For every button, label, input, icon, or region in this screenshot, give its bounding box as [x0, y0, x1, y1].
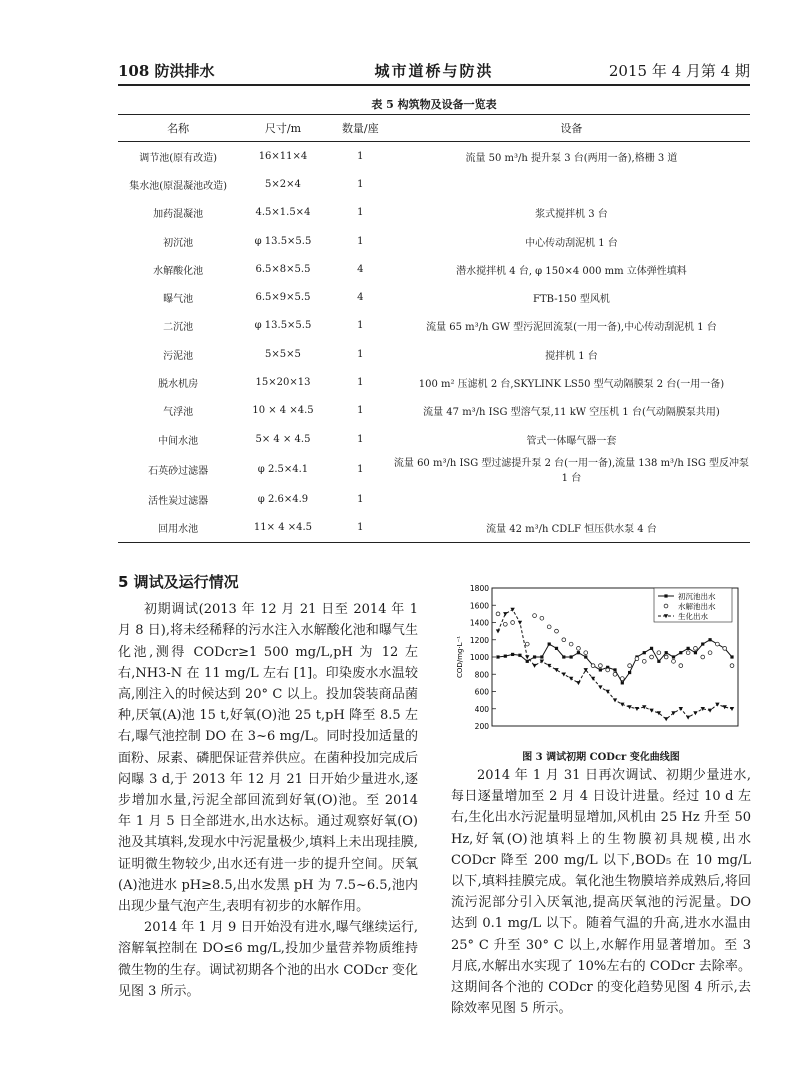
paragraph-1: 初期调试(2013 年 12 月 21 日至 2014 年 1 月 8 日),将未经稀释的污水注入水解酸化池和曝气生化池,测得 CODcr≥1 500 mg/L,pH 为 12 左右,NH3-N 在 11 mg/L 左右 [1]。印染废水水温较高,刚注入的时候达到 20° C 以上。投加袋装商品菌种,厌氧(A)池 15 t,好氧(O)池 25 t,pH 降至 8.5 左右,曝气池控制 DO 在 3~6 mg/L。同时投加适量的面粉、尿素、磷肥保证营养供应。在菌种投加完成后闷曝 3 d,于 2013 年 12 月 21 日开始少量进水,逐步增加水量,污泥全部回流到好氧(O)池。至 2014 年 1 月 5 日全部进水,出水达标。通过观察好氧(O)池及其填料,发现水中污泥量极少,填料上未出现挂膜,证明微生物较少,出水还有进一步的提升空间。厌氧(A)池进水 pH≥8.5,出水发黑 pH 为 7.5~6.5,池内出现少量气泡产生,表明有初步的水解作用。 [118, 602, 418, 915]
data-point [532, 664, 536, 668]
cell-count: 1 [357, 405, 364, 417]
data-point [584, 655, 587, 658]
cell-equipment: 流量 50 m³/h 提升泵 3 台(两用一备),格栅 3 道 [465, 152, 678, 164]
data-point [511, 653, 514, 656]
data-point [555, 647, 558, 650]
cell-count: 1 [357, 348, 364, 360]
data-point [599, 668, 602, 671]
data-point [665, 651, 668, 654]
cell-equipment: 流量 65 m³/h GW 型污泥回流泵(一用一备),中心传动刮泥机 1 台 [426, 322, 717, 334]
cell-equipment: FTB-150 型风机 [533, 294, 610, 306]
legend-label: 水解池出水 [678, 602, 716, 611]
cell-equipment: 潜水搅拌机 4 台, φ 150×4 000 mm 立体弹性填料 [456, 265, 687, 277]
table-caption: 表 5 构筑物及设备一览表 [371, 98, 497, 111]
data-point [540, 616, 544, 620]
data-point [555, 629, 559, 633]
cell-name: 初沉池 [163, 237, 194, 249]
cell-size: 5×2×4 [265, 178, 301, 190]
section-title: 5 调试及运行情况 [118, 573, 239, 591]
y-tick-label: 1000 [469, 653, 489, 662]
data-point [664, 717, 668, 721]
cell-equipment: 100 m² 压滤机 2 台,SKYLINK LS50 型气动隔膜泵 2 台(一用一备) [418, 379, 725, 391]
data-point [606, 668, 610, 672]
y-tick-label: 800 [474, 670, 489, 680]
cell-equipment: 管式一体曝气器一套 [526, 435, 617, 447]
data-point [635, 657, 639, 661]
table-row [118, 340, 750, 368]
cell-equipment [393, 170, 750, 198]
y-tick-label: 1600 [469, 601, 489, 611]
legend-marker [664, 594, 667, 597]
data-point [730, 707, 734, 711]
data-point [701, 642, 704, 645]
legend-marker [664, 604, 668, 608]
data-point [635, 707, 639, 711]
data-point [518, 621, 522, 625]
header-equipment: 设备 [393, 115, 750, 142]
table-row [118, 142, 750, 171]
data-point [496, 629, 500, 633]
figure-caption: 图 3 调试初期 CODcr 变化曲线图 [522, 752, 680, 763]
data-point [510, 608, 514, 612]
data-point [518, 654, 521, 657]
issue-label: 2015 年 4 月第 4 期 [608, 62, 750, 80]
cell-name: 活性炭过滤器 [148, 495, 209, 507]
y-tick-label: 200 [474, 722, 489, 731]
data-point [598, 664, 602, 668]
header-name: 名称 [118, 115, 238, 142]
table-row [118, 312, 750, 340]
cell-count: 1 [357, 178, 364, 190]
data-point [693, 711, 697, 715]
cell-size: 6.5×9×5.5 [255, 292, 311, 304]
data-point [533, 655, 536, 658]
header-size: 尺寸/m [238, 115, 327, 142]
data-point [562, 638, 566, 642]
data-point [715, 703, 719, 707]
data-point [694, 651, 697, 654]
cell-size: φ 13.5×5.5 [254, 320, 312, 332]
data-point [657, 651, 661, 655]
table-row [118, 485, 750, 513]
data-point [540, 655, 543, 658]
y-tick-label: 1200 [469, 635, 489, 645]
data-point [650, 647, 653, 650]
cell-count: 1 [357, 377, 364, 389]
cell-name: 加药混凝池 [153, 209, 204, 221]
table-row [118, 425, 750, 453]
cell-name: 二沉池 [163, 322, 194, 334]
cell-size: φ 13.5×5.5 [254, 235, 312, 247]
data-point [723, 646, 727, 650]
data-point [496, 612, 500, 616]
data-point [569, 677, 573, 681]
left-column [118, 572, 418, 1002]
cell-count: 1 [357, 463, 364, 475]
data-point [533, 614, 537, 618]
cell-count: 1 [357, 433, 364, 445]
data-point [613, 668, 616, 671]
data-point [503, 622, 507, 626]
y-tick-label: 400 [474, 704, 489, 714]
data-point [657, 660, 660, 663]
cell-equipment: 流量 47 m³/h ISG 型溶气泵,11 kW 空压机 1 台(气动隔膜泵共用) [423, 407, 720, 419]
cell-size: 10 × 4 ×4.5 [252, 405, 314, 417]
cell-size: 4.5×1.5×4 [255, 207, 311, 219]
cell-name: 中间水池 [158, 435, 199, 447]
cell-name: 脱水机房 [158, 379, 199, 391]
cell-count: 1 [357, 235, 364, 247]
cell-size: φ 2.6×4.9 [257, 493, 309, 505]
data-point [562, 655, 565, 658]
data-point [620, 677, 624, 681]
y-axis-label: COD/mg·L⁻¹ [456, 635, 464, 679]
data-point [686, 716, 690, 720]
data-point [694, 646, 698, 650]
cell-name: 气浮池 [163, 407, 194, 419]
data-point [730, 664, 734, 668]
cod-chart [452, 582, 748, 742]
equipment-table [118, 114, 750, 543]
data-point [511, 621, 515, 625]
cell-size: 6.5×8×5.5 [255, 263, 311, 275]
data-point [643, 651, 646, 654]
data-point [503, 612, 507, 616]
page-section: 108 防洪排水 [118, 62, 215, 80]
data-point [591, 664, 595, 668]
cell-size: 5×5×5 [265, 348, 301, 360]
cell-equipment: 流量 60 m³/h ISG 型过滤提升泵 2 台(一用一备),流量 138 m³/h ISG 型反冲泵 1 台 [393, 458, 750, 485]
data-point [701, 655, 705, 659]
table-row [118, 227, 750, 255]
legend-label: 生化出水 [678, 612, 708, 621]
header-count: 数量/座 [328, 115, 393, 142]
table-row [118, 368, 750, 396]
data-point [554, 668, 558, 672]
data-point [526, 660, 529, 663]
data-point [628, 671, 631, 674]
table-row [118, 170, 750, 198]
data-point [576, 681, 580, 685]
data-point [547, 625, 551, 629]
data-point [664, 655, 668, 659]
data-point [708, 638, 711, 641]
data-point [613, 698, 617, 702]
cell-size: 15×20×13 [255, 377, 311, 389]
data-point [679, 664, 683, 668]
cell-size: 11× 4 ×4.5 [238, 514, 327, 543]
cell-count: 1 [328, 514, 393, 543]
data-point [504, 655, 507, 658]
data-point [679, 651, 682, 654]
cell-count: 1 [357, 320, 364, 332]
y-tick-label: 1800 [469, 584, 489, 593]
data-point [687, 647, 690, 650]
table-row [118, 397, 750, 425]
cell-equipment: 中心传动刮泥机 1 台 [525, 237, 618, 249]
cell-name: 回用水池 [118, 514, 238, 543]
cell-name: 调节池(原有改造) [139, 152, 218, 164]
right-column [451, 765, 751, 1019]
data-point [570, 655, 573, 658]
cell-name: 石英砂过滤器 [148, 465, 209, 477]
page-header [118, 60, 750, 82]
data-point [621, 681, 624, 684]
cell-size: φ 2.5×4.1 [257, 463, 309, 475]
cell-equipment [393, 485, 750, 513]
data-point [686, 651, 690, 655]
data-point [650, 655, 654, 659]
data-point [496, 655, 499, 658]
data-point [679, 707, 683, 711]
data-point [613, 672, 617, 676]
cell-count: 1 [357, 493, 364, 505]
cell-count: 4 [357, 263, 364, 275]
cell-name: 集水池(原混凝池改造) [129, 180, 228, 192]
data-point [577, 651, 580, 654]
cell-equipment: 搅拌机 1 台 [545, 350, 598, 362]
data-point [715, 642, 719, 646]
data-point [525, 655, 529, 659]
header-rule [118, 84, 750, 86]
table-row [118, 283, 750, 311]
table-row [118, 199, 750, 227]
table-row [118, 453, 750, 485]
table-header-row [118, 115, 750, 142]
data-point [708, 709, 712, 713]
cell-count: 1 [357, 150, 364, 162]
data-point [708, 651, 712, 655]
data-point [672, 655, 675, 658]
data-point [672, 659, 676, 663]
cell-count: 1 [357, 207, 364, 219]
paragraph-2: 2014 年 1 月 9 日开始没有进水,曝气继续运行,溶解氧控制在 DO≤6 mg/L,投加少量营养物质维持微生物的生存。调试初期各个池的出水 CODcr 变化见图 3 所示。 [118, 920, 418, 999]
table-row [118, 255, 750, 283]
data-point [730, 655, 733, 658]
cell-count: 4 [357, 292, 364, 304]
cell-name: 曝气池 [163, 294, 194, 306]
paragraph-3: 2014 年 1 月 31 日再次调试、初期少量进水,每日逐量增加至 2 月 4 日设计进量。经过 10 d 左右,生化出水污泥量明显增加,风机由 25 Hz 升至 50 Hz,好氧(O)池填料上的生物膜初具规模,出水 CODcr 降至 200 mg/L 以下,BOD₅ 在 10 mg/L 以下,填料挂膜完成。氧化池生物膜培养成熟后,将回流污泥部分引入厌氧池,提高厌氧池的污泥量。DO 达到 0.1 mg/L 以下。随着气温的升高,进水水温由 25° C 升至 30° C 以上,水解作用显著增加。至 3 月底,水解出水实现了 10%左右的 CODcr 去除率。这期间各个池的 CODcr 的变化趋势见图 4 所示,去除效率见图 5 所示。 [451, 768, 751, 1017]
data-point [627, 705, 631, 709]
cell-name: 污泥池 [163, 350, 194, 362]
journal-title: 城市道桥与防洪 [374, 62, 494, 80]
data-point [540, 660, 544, 664]
data-point [525, 642, 529, 646]
data-point [577, 646, 581, 650]
cell-size: 5× 4 × 4.5 [255, 433, 311, 445]
cell-size: 16×11×4 [258, 150, 308, 162]
data-point [628, 664, 632, 668]
table-row [118, 514, 750, 543]
y-tick-label: 600 [474, 687, 489, 697]
data-point [642, 659, 646, 663]
cell-name: 水解酸化池 [153, 265, 204, 277]
cell-equipment: 流量 42 m³/h CDLF 恒压供水泵 4 台 [393, 514, 750, 543]
data-point [569, 642, 573, 646]
data-point [562, 672, 566, 676]
y-tick-label: 1400 [469, 618, 489, 628]
data-point [547, 664, 551, 668]
data-point [584, 651, 588, 655]
cell-equipment: 浆式搅拌机 3 台 [535, 209, 608, 221]
data-point [598, 685, 602, 689]
legend-label: 初沉池出水 [678, 592, 716, 601]
data-point [548, 642, 551, 645]
